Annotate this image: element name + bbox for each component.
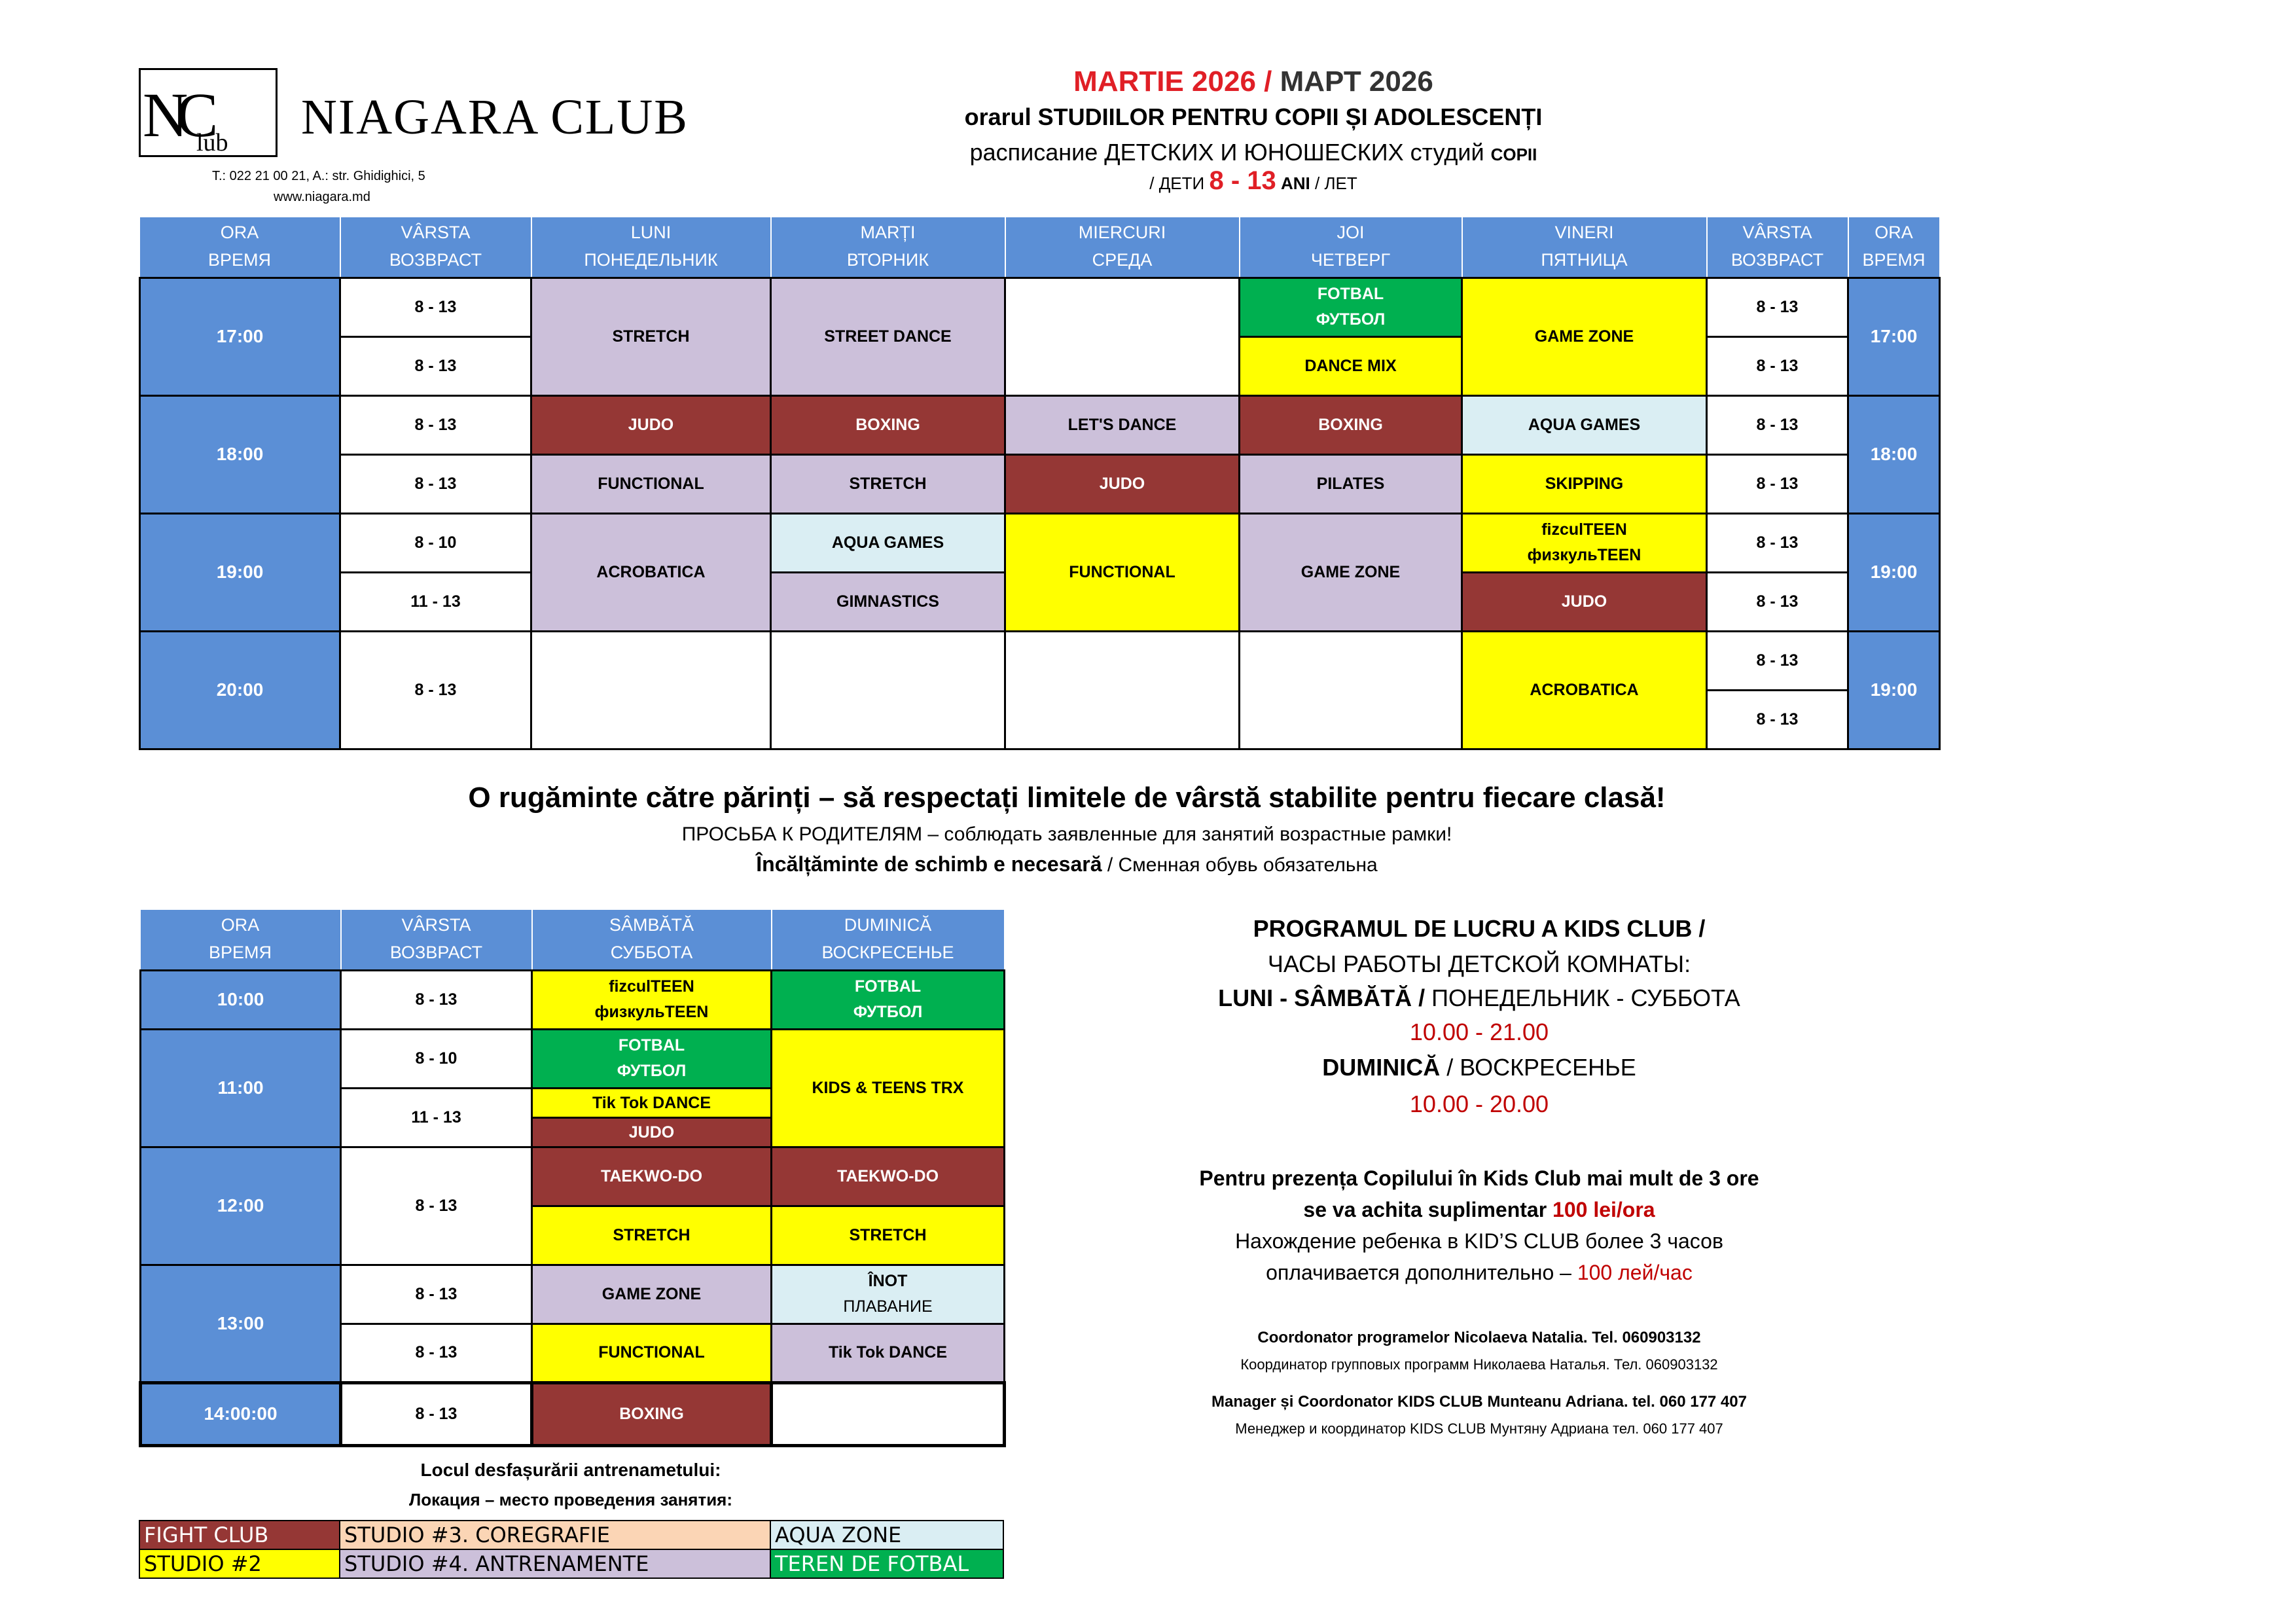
class-cell[interactable]: GAME ZONE xyxy=(1462,278,1707,395)
legend-studio-4: STUDIO #4. ANTRENAMENTE xyxy=(340,1549,770,1578)
class-cell[interactable]: ACROBATICA xyxy=(1462,631,1707,749)
time-cell: 10:00 xyxy=(141,970,341,1029)
parents-notice: O rugăminte către părinți – să respectați limitele de vârstă stabilite pentru fiecare clasă! xyxy=(468,782,1666,814)
age-cell: 11 - 13 xyxy=(340,572,531,631)
class-cell[interactable]: JUDO xyxy=(532,1117,772,1147)
time-cell: 18:00 xyxy=(140,395,340,513)
age-cell: 8 - 13 xyxy=(341,1265,532,1324)
header-saturday: SÂMBĂTĂ СУББОТА xyxy=(532,910,772,970)
class-cell[interactable]: GIMNASTICS xyxy=(771,572,1005,631)
age-cell: 8 - 13 xyxy=(340,395,531,454)
class-cell[interactable]: Tik Tok DANCE xyxy=(772,1324,1005,1382)
age-cell: 8 - 13 xyxy=(340,631,531,749)
age-cell: 8 - 13 xyxy=(341,1147,532,1265)
age-cell: 8 - 13 xyxy=(341,1382,532,1445)
empty-cell xyxy=(772,1382,1005,1445)
age-cell: 8 - 13 xyxy=(1707,513,1848,572)
age-cell: 8 - 13 xyxy=(1707,278,1848,336)
header-time: ORA ВРЕМЯ xyxy=(140,217,340,278)
header-age-right: VÂRSTA ВОЗВРАСТ xyxy=(1707,217,1848,278)
coordinator-2: Manager și Coordonator KIDS CLUB Munteanu Adriana. tel. 060 177 407 xyxy=(1211,1393,1747,1411)
location-title: Locul desfașurării antrenametului: xyxy=(420,1460,721,1480)
class-cell[interactable]: AQUA GAMES xyxy=(771,513,1005,572)
class-cell[interactable]: DANCE MIX xyxy=(1240,336,1462,395)
class-cell[interactable]: SKIPPING xyxy=(1462,454,1707,513)
time-cell: 19:00 xyxy=(1848,513,1940,631)
empty-cell xyxy=(1005,631,1240,749)
empty-cell xyxy=(1005,278,1240,395)
legend-fight-club: FIGHT CLUB xyxy=(139,1521,340,1549)
legend-football-field: TEREN DE FOTBAL xyxy=(770,1549,1003,1578)
age-cell: 8 - 13 xyxy=(340,454,531,513)
class-cell[interactable]: FUNCTIONAL xyxy=(1005,513,1240,631)
time-cell: 19:00 xyxy=(1848,631,1940,749)
class-cell[interactable]: GAME ZONE xyxy=(1240,513,1462,631)
time-cell: 11:00 xyxy=(141,1029,341,1147)
fee-line-4: оплачивается дополнительно – 100 лей/час xyxy=(1266,1261,1693,1284)
legend-studio-2: STUDIO #2 xyxy=(139,1549,340,1578)
class-cell[interactable]: GAME ZONE xyxy=(532,1265,772,1324)
time-cell: 18:00 xyxy=(1848,395,1940,513)
class-cell[interactable]: AQUA GAMES xyxy=(1462,395,1707,454)
coordinator-2-ru: Менеджер и координатор KIDS CLUB Мунтяну Адриана тел. 060 177 407 xyxy=(1235,1420,1723,1437)
class-cell[interactable]: fizculTEEN физкульTEEN xyxy=(532,970,772,1029)
schedule-title-ru: расписание ДЕТСКИХ И ЮНОШЕСКИХ студий COPII xyxy=(969,139,1537,166)
header-monday: LUNI ПОНЕДЕЛЬНИК xyxy=(531,217,771,278)
header-time: ORA ВРЕМЯ xyxy=(141,910,341,970)
logo-monogram-sub: lub xyxy=(196,129,228,156)
class-cell[interactable]: BOXING xyxy=(1240,395,1462,454)
class-cell[interactable]: FOTBAL ФУТБОЛ xyxy=(1240,278,1462,336)
header-thursday: JOI ЧЕТВЕРГ xyxy=(1240,217,1462,278)
contact-line: T.: 022 21 00 21, A.: str. Ghidighici, 5 xyxy=(212,169,425,183)
fee-line-3: Нахождение ребенка в KID’S CLUB более 3 часов xyxy=(1235,1229,1723,1253)
class-cell[interactable]: FUNCTIONAL xyxy=(532,1324,772,1382)
class-cell[interactable]: TAEKWO-DO xyxy=(772,1147,1005,1206)
class-cell[interactable]: ÎNOT ПЛАВАНИЕ xyxy=(772,1265,1005,1324)
kids-club-sunday: DUMINICĂ / ВОСКРЕСЕНЬЕ xyxy=(1322,1054,1636,1081)
kids-club-weekdays: LUNI - SÂMBĂTĂ / ПОНЕДЕЛЬНИК - СУББОТА xyxy=(1218,984,1740,1011)
weekday-schedule-table xyxy=(139,217,1941,750)
age-range-title: / ДЕТИ 8 - 13 ANI / ЛЕТ xyxy=(1149,166,1357,195)
header-time-right: ORA ВРЕМЯ xyxy=(1848,217,1940,278)
time-cell: 14:00:00 xyxy=(141,1382,341,1445)
class-cell[interactable]: KIDS & TEENS TRX xyxy=(772,1029,1005,1147)
age-cell: 8 - 13 xyxy=(341,1324,532,1382)
header-age: VÂRSTA ВОЗВРАСТ xyxy=(341,910,532,970)
class-cell[interactable]: JUDO xyxy=(531,395,771,454)
class-cell[interactable]: FUNCTIONAL xyxy=(531,454,771,513)
coordinator-1-ru: Координатор групповых программ Николаева Наталья. Тел. 060903132 xyxy=(1240,1356,1718,1373)
coordinator-1: Coordonator programelor Nicolaeva Natalia. Tel. 060903132 xyxy=(1257,1329,1701,1346)
class-cell[interactable]: STRETCH xyxy=(532,1206,772,1265)
legend-aqua-zone: AQUA ZONE xyxy=(770,1521,1003,1549)
class-cell[interactable]: Tik Tok DANCE xyxy=(532,1088,772,1117)
age-cell: 8 - 13 xyxy=(1707,572,1848,631)
class-cell[interactable]: PILATES xyxy=(1240,454,1462,513)
month-title: MARTIE 2026 / МАРТ 2026 xyxy=(1073,65,1433,98)
header-sunday: DUMINICĂ ВОСКРЕСЕНЬЕ xyxy=(772,910,1005,970)
class-cell[interactable]: FOTBAL ФУТБОЛ xyxy=(772,970,1005,1029)
class-cell[interactable]: STREET DANCE xyxy=(771,278,1005,395)
age-cell: 11 - 13 xyxy=(341,1088,532,1147)
age-cell: 8 - 13 xyxy=(1707,395,1848,454)
empty-cell xyxy=(531,631,771,749)
kids-club-title: PROGRAMUL DE LUCRU A KIDS CLUB / xyxy=(1253,915,1706,942)
age-cell: 8 - 13 xyxy=(1707,631,1848,690)
age-cell: 8 - 10 xyxy=(340,513,531,572)
location-legend xyxy=(139,1520,1004,1579)
fee-line-2: se va achita suplimentar 100 lei/ora xyxy=(1303,1198,1655,1221)
time-cell: 17:00 xyxy=(1848,278,1940,395)
time-cell: 12:00 xyxy=(141,1147,341,1265)
class-cell[interactable]: FOTBAL ФУТБОЛ xyxy=(532,1029,772,1088)
class-cell[interactable]: BOXING xyxy=(771,395,1005,454)
time-cell: 13:00 xyxy=(141,1265,341,1382)
time-cell: 19:00 xyxy=(140,513,340,631)
class-cell[interactable]: fizculTEEN физкульTEEN xyxy=(1462,513,1707,572)
empty-cell xyxy=(771,631,1005,749)
time-cell: 20:00 xyxy=(140,631,340,749)
kids-club-title-ru: ЧАСЫ РАБОТЫ ДЕТСКОЙ КОМНАТЫ: xyxy=(1267,950,1691,977)
class-cell[interactable]: STRETCH xyxy=(771,454,1005,513)
weekend-schedule-table xyxy=(139,910,1006,1447)
class-cell[interactable]: TAEKWO-DO xyxy=(532,1147,772,1206)
age-cell: 8 - 13 xyxy=(1707,336,1848,395)
class-cell[interactable]: STRETCH xyxy=(772,1206,1005,1265)
logo-monogram: NC xyxy=(143,80,207,150)
header-age: VÂRSTA ВОЗВРАСТ xyxy=(340,217,531,278)
website-link[interactable]: www.niagara.md xyxy=(274,190,370,204)
legend-studio-3: STUDIO #3. COREGRAFIE xyxy=(340,1521,770,1549)
class-cell[interactable]: BOXING xyxy=(532,1382,772,1445)
age-cell: 8 - 10 xyxy=(341,1029,532,1088)
class-cell[interactable]: STRETCH xyxy=(531,278,771,395)
kids-club-sunday-hours: 10.00 - 20.00 xyxy=(1409,1091,1549,1117)
age-cell: 8 - 13 xyxy=(1707,690,1848,749)
age-cell: 8 - 13 xyxy=(340,336,531,395)
location-subtitle: Локация – место проведения занятия: xyxy=(408,1490,733,1509)
fee-line-1: Pentru prezența Copilului în Kids Club mai mult de 3 ore xyxy=(1199,1166,1759,1190)
empty-cell xyxy=(1240,631,1462,749)
header-tuesday: MARȚI ВТОРНИК xyxy=(771,217,1005,278)
class-cell[interactable]: ACROBATICA xyxy=(531,513,771,631)
header-friday: VINERI ПЯТНИЦА xyxy=(1462,217,1707,278)
schedule-title-ro: orarul STUDIILOR PENTRU COPII ȘI ADOLESCENȚI xyxy=(964,103,1543,130)
class-cell[interactable]: JUDO xyxy=(1005,454,1240,513)
age-cell: 8 - 13 xyxy=(340,278,531,336)
class-cell[interactable]: JUDO xyxy=(1462,572,1707,631)
time-cell: 17:00 xyxy=(140,278,340,395)
class-cell[interactable]: LET'S DANCE xyxy=(1005,395,1240,454)
age-cell: 8 - 13 xyxy=(341,970,532,1029)
shoes-notice: Încălțăminte de schimb e necesară / Сменная обувь обязательна xyxy=(756,852,1378,876)
age-cell: 8 - 13 xyxy=(1707,454,1848,513)
header-wednesday: MIERCURI СРЕДА xyxy=(1005,217,1240,278)
logo-name: NIAGARA CLUB xyxy=(301,90,689,145)
parents-notice-ru: ПРОСЬБА К РОДИТЕЛЯМ – соблюдать заявленные для занятий возрастные рамки! xyxy=(681,823,1452,845)
kids-club-weekday-hours: 10.00 - 21.00 xyxy=(1409,1019,1549,1045)
